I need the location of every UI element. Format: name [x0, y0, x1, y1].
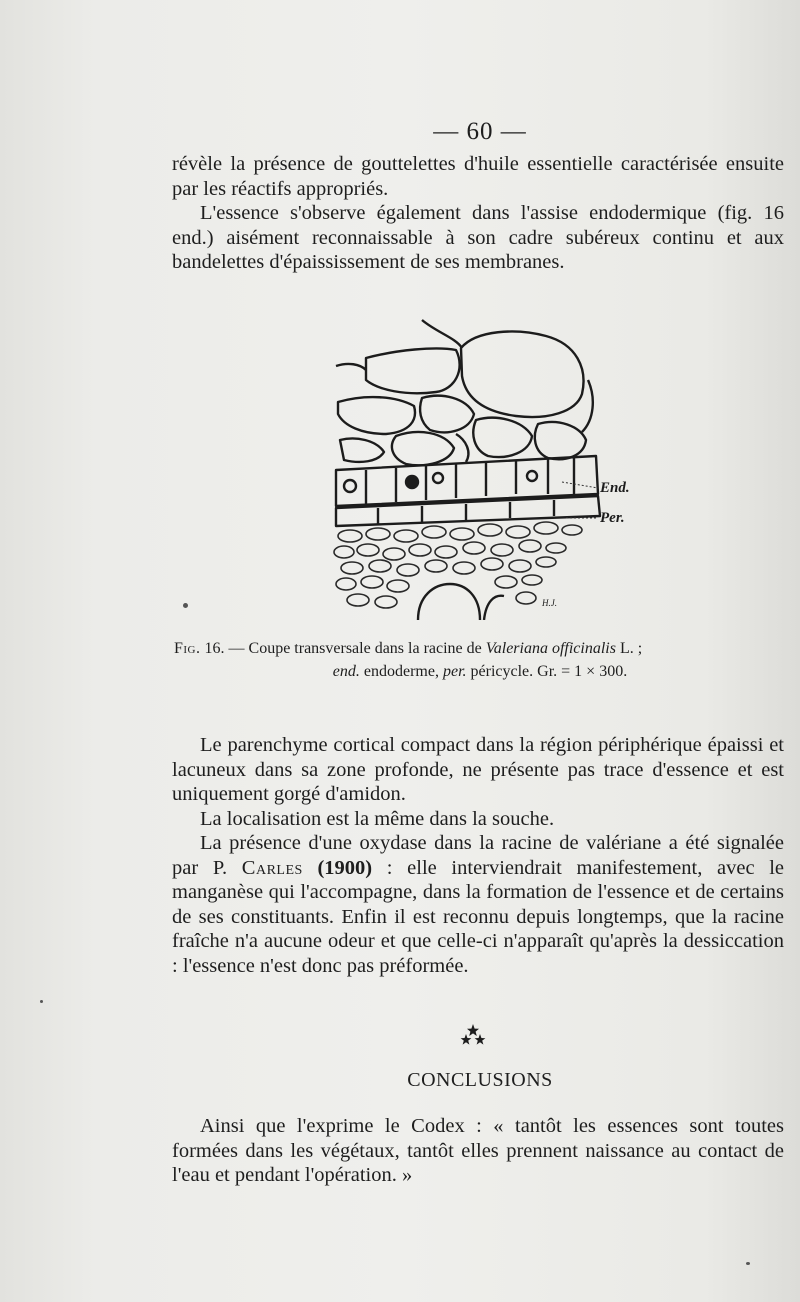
caption-species: Valeriana officinalis — [485, 640, 616, 657]
section-title-conclusions: CONCLUSIONS — [407, 1069, 553, 1091]
print-speck — [183, 603, 188, 608]
caption-text1: — Coupe transversale dans la racine de — [228, 640, 482, 657]
paragraph-continuation: révèle la présence de gouttelettes d'huile essentielle caractérisée ensuite par les réactifs appropriés. — [172, 153, 784, 200]
caption-per-abbr: per. — [442, 663, 467, 680]
root-cross-section-figure — [326, 310, 686, 620]
caption-text2: L. ; — [619, 640, 643, 657]
middle-text-block — [172, 733, 784, 978]
paragraph-codex: Ainsi que l'exprime le Codex : « tantôt les essences sont toutes formées dans les végétaux, tantôt elles prennent naissance au contact de l'eau et pendant l'opération. » — [172, 1115, 784, 1186]
artist-initials: H.J. — [542, 598, 557, 608]
page-number: — 60 — — [433, 118, 527, 145]
caption-end-def: endoderme, — [363, 663, 439, 680]
oxydase-before: La présence d'une oxydase dans la racine de valériane a été signalée par P. — [172, 832, 784, 879]
figure-caption — [160, 637, 800, 683]
caption-per-def: péricycle. Gr. = 1 × 300. — [470, 663, 628, 680]
print-speck — [746, 1262, 750, 1265]
caption-num: 16. — [204, 640, 225, 657]
caption-fig: Fig. — [174, 640, 201, 657]
label-end: End. — [600, 480, 630, 496]
paragraph-souche: La localisation est la même dans la souche. — [200, 807, 555, 830]
asterism-separator-icon — [458, 1020, 488, 1050]
caption-end-abbr: end. — [332, 663, 360, 680]
paragraph-oxydase — [172, 831, 784, 978]
paragraph-parenchyme: Le parenchyme cortical compact dans la région périphérique épaissi et lacuneux dans sa zone profonde, ne présente pas trace d'essence et est uniquement gorgé d'amidon. — [172, 734, 784, 805]
top-text-block — [172, 152, 784, 275]
oxydase-after: : elle interviendrait manifestement, avec le manganèse qui l'accompagne, dans la formation de l'essence et de certains de ses constituants. Enfin il est reconnu depuis longtemps, que la racine fraîche n'a aucune odeur et que celle-ci n'apparaît qu'après la dessiccation : l'essence n'est donc pas préformée. — [172, 856, 785, 977]
citation-year: (1900) — [317, 856, 373, 879]
print-speck — [40, 1000, 43, 1003]
label-per: Per. — [600, 510, 625, 526]
paragraph-endoderm: L'essence s'observe également dans l'assise endodermique (fig. 16 end.) aisément reconnaissable à son cadre subéreux continu et aux bandelettes d'épaississement de ses membranes. — [172, 202, 784, 273]
author-carles: Carles — [241, 856, 303, 879]
conclusions-text-block — [172, 1114, 784, 1188]
